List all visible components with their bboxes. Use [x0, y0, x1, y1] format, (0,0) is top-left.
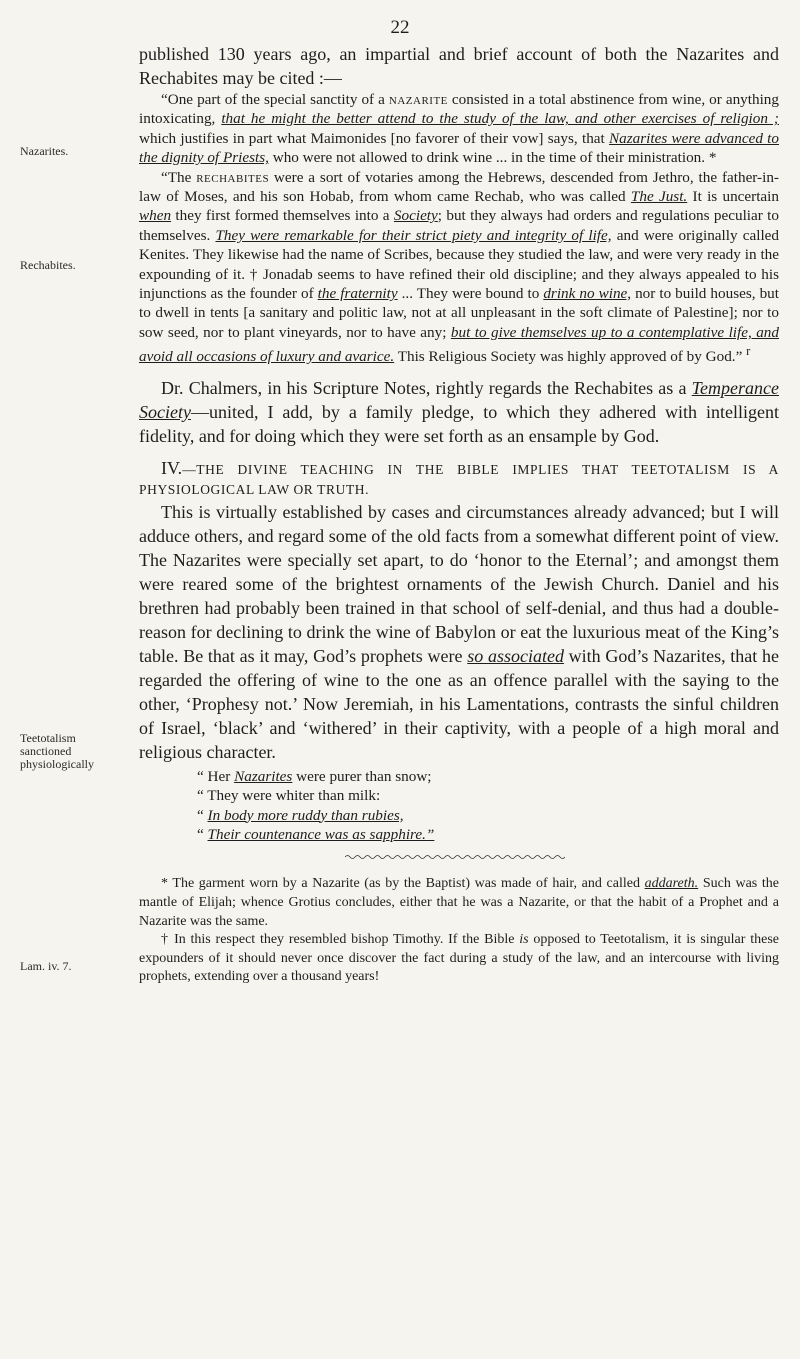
section-heading-iv: IV.—THE DIVINE TEACHING IN THE BIBLE IMPLIES THAT TEETOTALISM IS A PHYSIOLOGICAL LAW OR TRUTH. [139, 457, 779, 497]
quote-nazarites: “One part of the special sanctity of a nazarite consisted in a total abstinence from wine, or anything intoxicating, that he might the better attend to the study of the law, and other exercises of religion ; which justifies in part what Maimonides [no favorer of their vow] says, that Nazarites were advanced to the dignity of Priests, who were not allowed to drink wine ... in the time of their ministration. * [139, 91, 779, 167]
verse-line: “ Her Nazarites were purer than snow; [197, 767, 432, 785]
intro-paragraph: published 130 years ago, an impartial and brief account of both the Nazarites and Rechabites may be cited :— [139, 44, 779, 88]
margin-note-teetotalism: Teetotalism sanctioned physiologically [20, 731, 94, 771]
body-paragraph: This is virtually established by cases and circumstances already advanced; but I will adduce others, and regard some of the old facts from a somewhat different point of view. The Nazarites were specially set apart, to do ‘honor to the Eternal’; and amongst them were reared some of the brightest ornaments of the Jewish Church. Daniel and his brethren had probably been trained in that school of self-denial, and thus had a double-reason for declining to drink the wine of Babylon or eat the luxurious meat of the King’s table. Be that as it may, God’s prophets were so associated with God’s Nazarites, that he regarded the offering of wine to the one as an offence parallel with the saying to the other, ‘Prophesy not.’ Now Jeremiah, in his Lamentations, contrasts the sinful children of Israel, ‘black’ and ‘withered’ in their captivity, with a people of a high moral and religious character. [139, 501, 779, 762]
margin-note-lamentations: Lam. iv. 7. [20, 959, 72, 973]
margin-note-rechabites: Rechabites. [20, 258, 76, 272]
footnote-garment: * The garment worn by a Nazarite (as by the Baptist) was made of hair, and called addareth. Such was the mantle of Elijah; whence Grotius concludes, either that he was a Nazarite, or that the habit of a Prophet and a Nazarite was the same. [139, 876, 779, 929]
page-body [139, 42, 779, 987]
quote-rechabites: “The rechabites were a sort of votaries among the Hebrews, descended from Jethro, the father-in-law of Moses, and his son Hobab, from whom came Rechab, who was called The Just. It is uncertain when they first formed themselves into a Society; but they always had orders and regulations peculiar to themselves. They were remarkable for their strict piety and integrity of life, and were originally called Kenites. They likewise had the name of Scribes, because they studied the law, and were very ready in the expounding of it. † Jonadab seems to have refined their old discipline; and they always appealed to his injunctions as the founder of the fraternity ... They were bound to drink no wine, nor to build houses, but to dwell in tents [a sanitary and politic law, not at all unpleasant in the soft climate of Palestine]; nor to sow seed, nor to plant vineyards, nor to have any; but to give themselves up to a contemplative life, and avoid all occasions of luxury and avarice. This Religious Society was highly approved of by God.” $^r$ [139, 168, 780, 366]
chalmers-paragraph: Dr. Chalmers, in his Scripture Notes, rightly regards the Rechabites as a Temperance Society—united, I add, by a family pledge, to which they adhered with intelligent fidelity, and for doing which they were set forth as an ensample by God. [139, 377, 779, 446]
verse-line: “ In body more ruddy than rubies, [197, 806, 404, 824]
wavy-divider [345, 854, 565, 860]
footnote-timothy: † In this respect they resembled bishop Timothy. If the Bible is opposed to Teetotalism, it is singular these expounders of it should never once discover the fact during a study of the law, and an intercourse with living prophets, extending over a thousand years! [139, 932, 779, 985]
verse-line: “ They were whiter than milk: [197, 787, 381, 805]
verse-line: “ Their countenance was as sapphire.” [197, 825, 435, 843]
lamentations-verse [197, 767, 779, 845]
page-number: 22 [390, 17, 410, 38]
margin-note-nazarites: Nazarites. [20, 144, 69, 158]
